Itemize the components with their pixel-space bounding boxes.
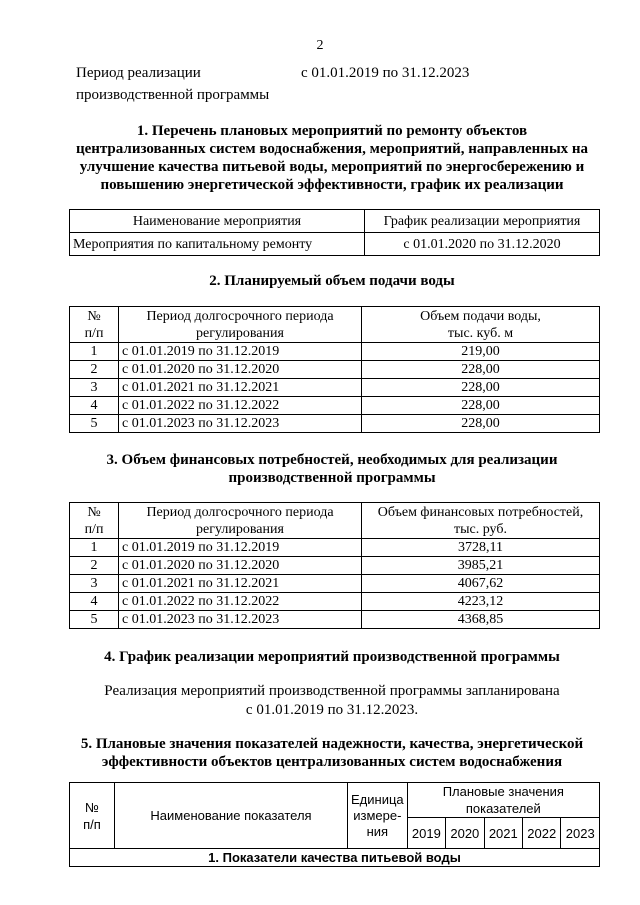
s2-h-num: № п/п [70, 307, 119, 343]
table-row: 1 с 01.01.2019 по 31.12.2019 3728,11 [70, 539, 600, 557]
s3-h-num: № п/п [70, 503, 119, 539]
s5-h-name: Наименование показателя [115, 783, 348, 849]
table-row: 5 с 01.01.2023 по 31.12.2023 228,00 [70, 415, 600, 433]
section-5-title: 5. Плановые значения показателей надежности, качества, энергетической эффективности объектов централизованных систем водоснабжения [80, 736, 584, 770]
s5-h-plan: Плановые значения показателей [407, 783, 599, 818]
s1-col-name: Наименование мероприятия [70, 210, 365, 233]
s5-table [69, 782, 600, 867]
table-row: 2 с 01.01.2020 по 31.12.2020 3985,21 [70, 557, 600, 575]
s5-h-unit: Единица измере- ния [348, 783, 408, 849]
s1-table [69, 209, 600, 256]
s1-row-name: Мероприятия по капитальному ремонту [70, 233, 365, 256]
table-row: 1 с 01.01.2019 по 31.12.2019 219,00 [70, 343, 600, 361]
s2-h-value: Объем подачи воды, тыс. куб. м [362, 307, 600, 343]
table-row: 3 с 01.01.2021 по 31.12.2021 228,00 [70, 379, 600, 397]
s5-h-num: № п/п [70, 783, 115, 849]
s3-table [69, 502, 600, 629]
section-4-text: Реализация мероприятий производственной программы запланирована с 01.01.2019 по 31.12.2023. [104, 683, 560, 718]
s3-h-period: Период долгосрочного периода регулирования [119, 503, 362, 539]
table-row: 5 с 01.01.2023 по 31.12.2023 4368,85 [70, 611, 600, 629]
s1-row-schedule: с 01.01.2020 по 31.12.2020 [365, 233, 600, 256]
section-4-title: 4. График реализации мероприятий производственной программы [104, 649, 560, 665]
s5-subsection: 1. Показатели качества питьевой воды [70, 849, 600, 867]
s5-year-2019: 2019 [407, 818, 445, 849]
period-value: с 01.01.2019 по 31.12.2023 [301, 65, 470, 81]
table-row: 4 с 01.01.2022 по 31.12.2022 4223,12 [70, 593, 600, 611]
s5-year-2022: 2022 [523, 818, 561, 849]
table-row: 4 с 01.01.2022 по 31.12.2022 228,00 [70, 397, 600, 415]
table-row: 3 с 01.01.2021 по 31.12.2021 4067,62 [70, 575, 600, 593]
section-2-title: 2. Планируемый объем подачи воды [209, 273, 455, 289]
s1-col-schedule: График реализации мероприятия [365, 210, 600, 233]
section-3-title: 3. Объем финансовых потребностей, необходимых для реализации производственной программы [106, 452, 558, 486]
s2-table [69, 306, 600, 433]
s2-h-period: Период долгосрочного периода регулирования [119, 307, 362, 343]
s5-year-2020: 2020 [446, 818, 484, 849]
s3-h-value: Объем финансовых потребностей, тыс. руб. [362, 503, 600, 539]
period-label: Период реализации производственной программы [76, 65, 270, 103]
s5-year-2023: 2023 [561, 818, 600, 849]
table-row: 2 с 01.01.2020 по 31.12.2020 228,00 [70, 361, 600, 379]
section-1-title: 1. Перечень плановых мероприятий по ремонту объектов централизованных систем водоснабжения, мероприятий, направленных на улучшение качества питьевой воды, мероприятий по энергосбережению и повышению энергетической эффективности, график их реализации [75, 123, 589, 193]
page-number: 2 [316, 38, 324, 53]
s5-year-2021: 2021 [484, 818, 522, 849]
